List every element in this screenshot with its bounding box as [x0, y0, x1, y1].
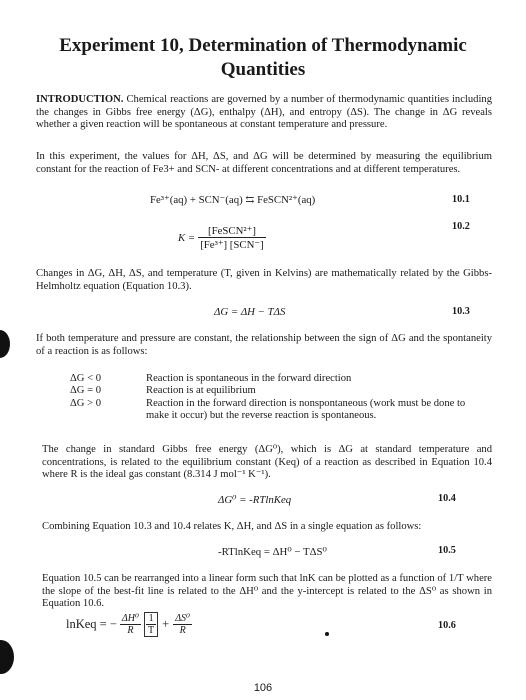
spontaneity-paragraph: If both temperature and pressure are constant, the relationship between the sign of ΔG and the spontaneity of a reaction is as follows:	[36, 333, 492, 357]
condition-sign: ΔG = 0	[70, 385, 102, 397]
equation-10-2-lhs: K =	[178, 231, 196, 244]
intro-paragraph	[36, 94, 492, 132]
mark-dot	[325, 632, 329, 636]
equation-10-2-fraction	[198, 224, 266, 251]
intro-heading: INTRODUCTION.	[36, 94, 124, 105]
experiment-paragraph: In this experiment, the values for ΔH, ΔS, and ΔG will be determined by measuring the equilibrium constant for the reaction of Fe3+ and SCN- at different concentrations and at different temperatures.	[36, 151, 492, 175]
fraction-numerator: 1	[146, 613, 156, 625]
intro-text: Chemical reactions are governed by a number of thermodynamic quantities including the changes in Gibbs free energy (ΔG), enthalpy (ΔH), and entropy (ΔS). The change in ΔG reveals whether a given reaction will be spontaneous at constant temperature and pressure.	[36, 94, 492, 131]
gibbs-helmholtz-paragraph: Changes in ΔG, ΔH, ΔS, and temperature (T, given in Kelvins) are mathematically related by the Gibbs-Helmholtz equation (Equation 10.3).	[36, 268, 492, 292]
fraction-denominator: T	[148, 625, 155, 636]
condition-sign: ΔG > 0	[70, 397, 102, 409]
equation-10-6-fraction-entropy	[173, 613, 192, 636]
equation-10-3: ΔG = ΔH − TΔS	[214, 306, 286, 318]
condition-description: Reaction is at equilibrium	[146, 385, 256, 397]
page-number: 106	[253, 682, 273, 694]
condition-sign: ΔG < 0	[70, 373, 102, 384]
equation-number-10-2: 10.2	[452, 221, 470, 232]
equation-10-2	[178, 224, 266, 251]
binder-hole	[0, 330, 10, 358]
fraction-numerator: ΔH⁰	[121, 613, 140, 624]
linear-form-paragraph: Equation 10.5 can be rearranged into a linear form such that lnK can be plotted as a function of 1/T where the slope of the best-fit line is related to the ΔH⁰ and the y-intercept is related to the ΔS⁰ as shown in Equation 10.6.	[42, 573, 492, 610]
combining-paragraph: Combining Equation 10.3 and 10.4 relates K, ΔH, and ΔS in a single equation as follows:	[42, 521, 422, 532]
title-line-1: Experiment 10, Determination of Thermodynamic	[59, 35, 467, 56]
equation-10-4: ΔG⁰ = -RTlnKeq	[218, 494, 292, 506]
binder-hole	[0, 640, 14, 674]
fraction-denominator: R	[179, 625, 186, 636]
equation-10-6-fraction-enthalpy	[120, 613, 141, 636]
fraction-numerator: ΔS⁰	[175, 613, 191, 624]
fraction-denominator: R	[127, 625, 134, 636]
equation-10-1: Fe³⁺(aq) + SCN⁻(aq) ⇆ FeSCN²⁺(aq)	[150, 194, 316, 206]
condition-row	[70, 373, 466, 385]
condition-description: Reaction is spontaneous in the forward direction	[146, 373, 352, 384]
standard-gibbs-paragraph: The change in standard Gibbs free energy (ΔG⁰), which is ΔG at standard temperature and concentrations, is related to the equilibrium constant (Keq) of a reaction as described in Equation 10.4 where R is the ideal gas constant (8.314 J mol⁻¹ K⁻¹).	[42, 444, 492, 481]
equation-10-6-bracket	[144, 612, 158, 637]
equation-number-10-1: 10.1	[452, 194, 470, 205]
equation-number-10-5: 10.5	[438, 545, 456, 556]
condition-row	[70, 385, 466, 397]
spontaneity-conditions	[70, 373, 466, 423]
condition-row	[70, 398, 466, 423]
equation-10-6-reciprocal-temperature	[146, 613, 156, 636]
equation-number-10-4: 10.4	[438, 493, 456, 504]
equation-10-6-lhs: lnKeq = −	[66, 617, 117, 631]
equation-10-2-denominator: [Fe³⁺] [SCN⁻]	[200, 239, 264, 251]
equation-10-6	[66, 612, 192, 637]
equation-number-10-3: 10.3	[452, 306, 470, 317]
equation-10-6-plus: +	[162, 617, 170, 631]
equation-10-2-numerator: [FeSCN²⁺]	[198, 224, 266, 238]
equation-10-5: -RTlnKeq = ΔH⁰ − TΔS⁰	[218, 546, 327, 558]
condition-description: Reaction in the forward direction is nonspontaneous (work must be done to make it occur) but the reverse reaction is spontaneous.	[146, 397, 466, 422]
equation-number-10-6: 10.6	[438, 620, 456, 631]
title-line-2: Quantities	[220, 59, 306, 80]
page-title	[0, 34, 526, 82]
